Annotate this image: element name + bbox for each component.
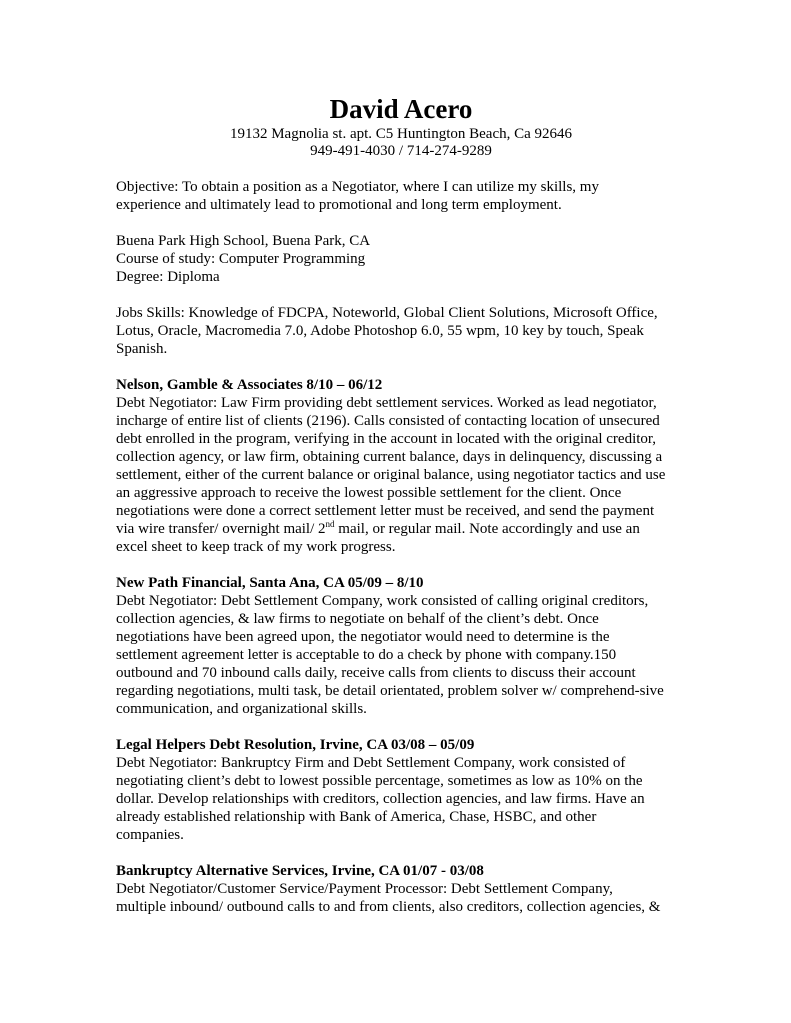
education-school: Buena Park High School, Buena Park, CA xyxy=(116,233,371,249)
job-line: regarding negotiations, multi task, be detail orientated, problem solver w/ comprehend-sive xyxy=(116,683,664,699)
job-line: Debt Negotiator/Customer Service/Payment Processor: Debt Settlement Company, xyxy=(116,881,613,897)
job-line: an aggressive approach to receive the lowest possible settlement for the client. Once xyxy=(116,485,622,501)
job-line: collection agencies, & law firms to negotiate on behalf of the client’s debt. Once xyxy=(116,611,599,627)
job-line: Debt Negotiator: Debt Settlement Company, work consisted of calling original creditors, xyxy=(116,593,649,609)
job-heading: Legal Helpers Debt Resolution, Irvine, CA 03/08 – 05/09 xyxy=(116,737,475,753)
job-heading: New Path Financial, Santa Ana, CA 05/09 – 8/10 xyxy=(116,575,424,591)
spacer xyxy=(116,286,686,304)
job-line: negotiating client’s debt to lowest possible percentage, sometimes as low as 10% on the xyxy=(116,773,643,789)
job-line: companies. xyxy=(116,827,184,843)
job-line: communication, and organizational skills. xyxy=(116,701,367,717)
job-heading: Nelson, Gamble & Associates 8/10 – 06/12 xyxy=(116,377,383,393)
spacer xyxy=(116,358,686,376)
job-line: settlement agreement letter is acceptable to do a check by phone with company.150 xyxy=(116,647,617,663)
job-entry xyxy=(116,862,686,916)
spacer xyxy=(116,718,686,736)
job-line-text: via wire transfer/ overnight mail/ 2 xyxy=(116,521,326,537)
job-line: settlement, either of the current balance or original balance, using negotiator tactics and use xyxy=(116,467,666,483)
job-entry xyxy=(116,376,686,556)
skills-line: Jobs Skills: Knowledge of FDCPA, Noteworld, Global Client Solutions, Microsoft Office, xyxy=(116,305,658,321)
job-line: debt enrolled in the program, verifying in the account in located with the original creditor, xyxy=(116,431,657,447)
job-heading: Bankruptcy Alternative Services, Irvine, CA 01/07 - 03/08 xyxy=(116,863,484,879)
objective-section xyxy=(116,178,686,214)
job-line: negotiations were done a correct settlement letter must be received, and send the payment xyxy=(116,503,655,519)
job-line: negotiations have been agreed upon, the negotiator would need to determine is the xyxy=(116,629,610,645)
job-line: collection agency, or law firm, obtaining current balance, days in delinquency, discussing a xyxy=(116,449,663,465)
skills-line: Lotus, Oracle, Macromedia 7.0, Adobe Photoshop 6.0, 55 wpm, 10 key by touch, Speak xyxy=(116,323,644,339)
objective-line: experience and ultimately lead to promotional and long term employment. xyxy=(116,197,562,213)
job-line-text: mail, or regular mail. Note accordingly and use an xyxy=(334,521,640,537)
job-line: Debt Negotiator: Bankruptcy Firm and Debt Settlement Company, work consisted of xyxy=(116,755,626,771)
spacer xyxy=(116,214,686,232)
job-line: dollar. Develop relationships with creditors, collection agencies, and law firms. Have an xyxy=(116,791,645,807)
spacer xyxy=(116,844,686,862)
phone-line: 949-491-4030 / 714-274-9289 xyxy=(310,143,492,159)
job-line: Debt Negotiator: Law Firm providing debt settlement services. Worked as lead negotiator, xyxy=(116,395,657,411)
resume-name: David Acero xyxy=(329,94,473,124)
job-line xyxy=(116,520,686,538)
education-degree: Degree: Diploma xyxy=(116,269,220,285)
resume-page xyxy=(116,92,686,916)
education-course: Course of study: Computer Programming xyxy=(116,251,366,267)
job-line: already established relationship with Bank of America, Chase, HSBC, and other xyxy=(116,809,597,825)
ordinal-suffix: nd xyxy=(325,519,335,529)
skills-section xyxy=(116,304,686,358)
job-entry xyxy=(116,736,686,844)
job-line: incharge of entire list of clients (2196). Calls consisted of contacting location of unsecured xyxy=(116,413,660,429)
spacer xyxy=(116,160,686,178)
job-line: outbound and 70 inbound calls daily, receive calls from clients to discuss their account xyxy=(116,665,636,681)
spacer xyxy=(116,556,686,574)
objective-line: Objective: To obtain a position as a Negotiator, where I can utilize my skills, my xyxy=(116,179,599,195)
address-line: 19132 Magnolia st. apt. C5 Huntington Beach, Ca 92646 xyxy=(229,126,573,142)
job-line: excel sheet to keep track of my work progress. xyxy=(116,539,396,555)
education-section xyxy=(116,232,686,286)
skills-line: Spanish. xyxy=(116,341,168,357)
job-entry xyxy=(116,574,686,718)
job-line: multiple inbound/ outbound calls to and from clients, also creditors, collection agencies, & xyxy=(116,899,661,915)
